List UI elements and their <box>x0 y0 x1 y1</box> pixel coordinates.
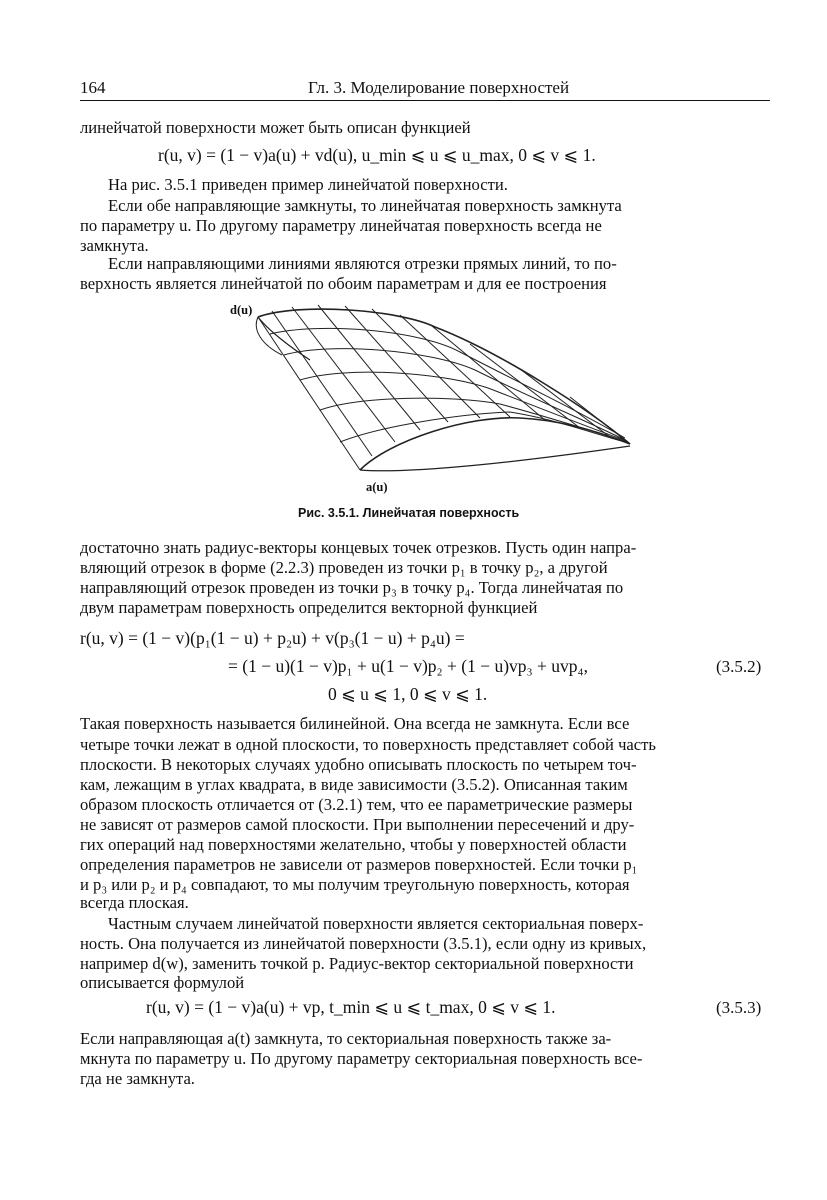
text-line: верхность является линейчатой по обоим параметрам и для ее построения <box>80 274 607 293</box>
ruling-line <box>570 397 630 444</box>
running-title: Гл. 3. Моделирование поверхностей <box>308 78 570 97</box>
text-line: двум параметрам поверхность определится векторной функцией <box>80 598 538 617</box>
text-line: и p₃ или p₂ и p₄ совпадают, то мы получим треугольную поверхность, которая <box>80 875 630 894</box>
text-line: линейчатой поверхности может быть описан функцией <box>80 118 471 137</box>
text-line: Если направляющая a(t) замкнута, то секториальная поверхность также за- <box>80 1029 612 1048</box>
label-a-u: a(u) <box>366 480 388 494</box>
text-line: не зависят от размеров самой плоскости. При выполнении пересечений и дру- <box>80 815 635 834</box>
text-line: четыре точки лежат в одной плоскости, то поверхность представляет собой часть <box>80 735 656 754</box>
text-line: мкнута по параметру u. По другому параметру секториальная поверхность все- <box>80 1049 643 1068</box>
ruling-line <box>318 305 420 430</box>
text-line: достаточно знать радиус-векторы концевых точек отрезков. Пусть один напра- <box>80 538 637 557</box>
equation-bilinear-2: = (1 − u)(1 − v)p₁ + u(1 − v)p₂ + (1 − u)vp₃ + uvp₄, <box>228 656 588 676</box>
ruling-line <box>272 311 372 456</box>
page-number: 164 <box>80 78 106 97</box>
curve-a-bottom <box>360 446 630 471</box>
equation-number: (3.5.2) <box>716 657 762 676</box>
text-line: описывается формулой <box>80 973 245 992</box>
text-line: кам, лежащим в углах квадрата, в виде зависимости (3.5.2). Описанная таким <box>80 775 628 794</box>
text-line: ность. Она получается из линейчатой поверхности (3.5.1), если одну из кривых, <box>80 934 647 953</box>
figure-caption: Рис. 3.5.1. Линейчатая поверхность <box>298 506 520 520</box>
text-line: Частным случаем линейчатой поверхности является секториальная поверх- <box>108 914 644 933</box>
text-line: гих операций над поверхностями желательно, чтобы у поверхностей области <box>80 835 627 854</box>
equation-sectorial: r(u, v) = (1 − v)a(u) + vp, t_min ⩽ u ⩽ t_max, 0 ⩽ v ⩽ 1. <box>146 997 556 1017</box>
equation-number: (3.5.3) <box>716 998 762 1017</box>
ruling-line <box>372 309 480 418</box>
ruling-line <box>345 306 448 422</box>
label-d-u: d(u) <box>230 303 253 317</box>
ruling-line <box>400 315 510 417</box>
text-line: вляющий отрезок в форме (2.2.3) проведен из точки p₁ в точку p₂, а другой <box>80 558 608 577</box>
text-line: всегда плоская. <box>80 893 189 912</box>
text-line: Такая поверхность называется билинейной. Она всегда не замкнута. Если все <box>80 714 630 733</box>
text-line: гда не замкнута. <box>80 1069 195 1088</box>
ruling-line <box>292 307 395 442</box>
ruling-line <box>470 344 580 428</box>
equation-bilinear-3: 0 ⩽ u ⩽ 1, 0 ⩽ v ⩽ 1. <box>328 684 488 704</box>
text-line: На рис. 3.5.1 приведен пример линейчатой поверхности. <box>108 175 508 194</box>
equation-bilinear-1: r(u, v) = (1 − v)(p₁(1 − u) + p₂u) + v(p₃(1 − u) + p₄u) = <box>80 628 465 648</box>
text-line: замкнута. <box>80 236 149 255</box>
text-line: Если направляющими линиями являются отрезки прямых линий, то по- <box>108 254 617 273</box>
text-line: Если обе направляющие замкнуты, то линейчатая поверхность замкнута <box>108 196 622 215</box>
text-line: например d(w), заменить точкой p. Радиус-вектор секториальной поверхности <box>80 954 634 973</box>
curve-d-lower <box>258 317 310 360</box>
text-line: образом плоскость отличается от (3.2.1) тем, что ее параметрические размеры <box>80 795 633 814</box>
text-line: плоскости. В некоторых случаях удобно описывать плоскость по четырем точ- <box>80 755 637 774</box>
text-line: по параметру u. По другому параметру линейчатая поверхность всегда не <box>80 216 602 235</box>
equation-ruled-surface: r(u, v) = (1 − v)a(u) + vd(u), u_min ⩽ u ⩽ u_max, 0 ⩽ v ⩽ 1. <box>158 145 596 165</box>
ruling-line <box>258 317 360 470</box>
text-line: определения параметров не зависели от размеров поверхностей. Если точки p₁ <box>80 855 638 874</box>
underside-curve <box>256 317 282 355</box>
text-line: направляющий отрезок проведен из точки p₃ в точку p₄. Тогда линейчатая по <box>80 578 624 597</box>
